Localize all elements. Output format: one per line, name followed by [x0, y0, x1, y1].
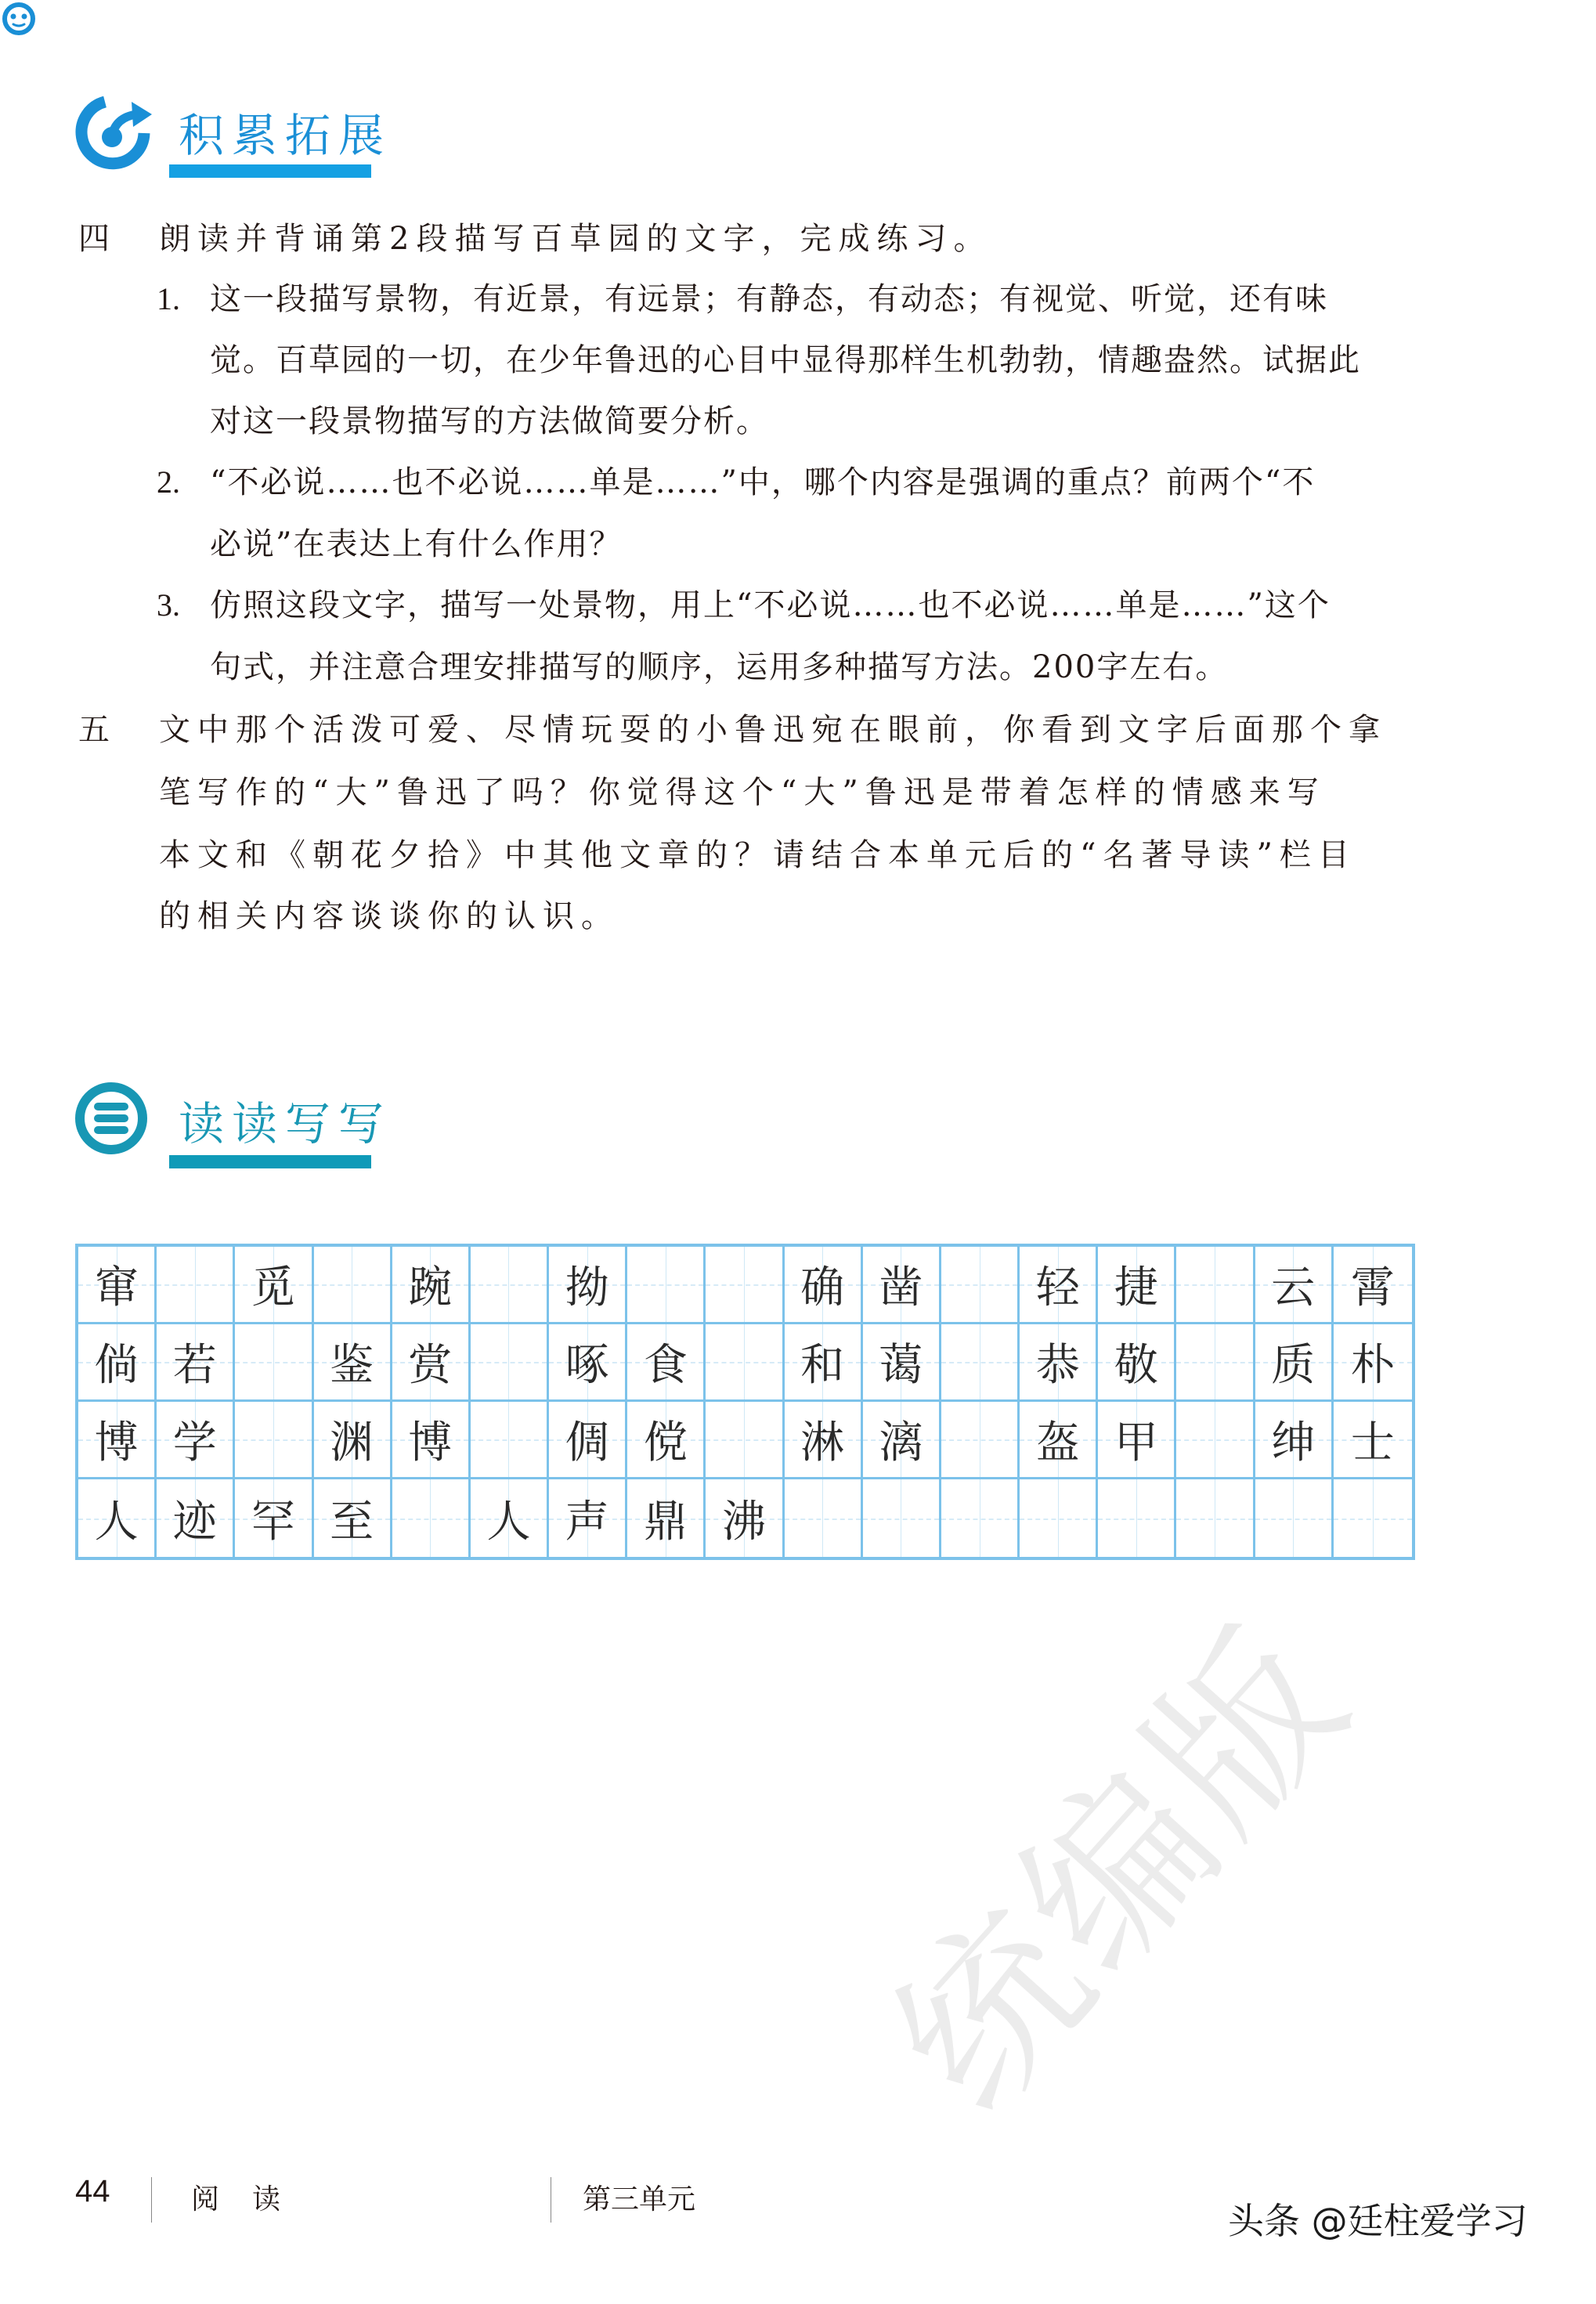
grid-character: 至: [330, 1496, 374, 1547]
smiley-icon: [2, 2, 36, 36]
grid-cell: [1255, 1324, 1334, 1402]
grid-character: 食: [643, 1340, 688, 1391]
exercise-prompt: 文中那个活泼可爱、尽情玩耍的小鲁迅宛在眼前，你看到文字后面那个拿: [159, 712, 1387, 748]
grid-cell: [1020, 1324, 1098, 1402]
vocab-grid: [75, 1244, 1415, 1560]
footer-divider: [151, 2177, 152, 2223]
grid-character: 啄: [565, 1340, 609, 1391]
grid-cell: [627, 1247, 706, 1324]
watermark: 统编版: [856, 1589, 1389, 2149]
grid-character: 人: [486, 1496, 531, 1547]
grid-cell: [549, 1324, 627, 1402]
sub-item-text: “不必说……也不必说……单是……”中，哪个内容是强调的重点？前两个“不: [210, 464, 1316, 500]
grid-cell: [941, 1324, 1020, 1402]
grid-cell: [1334, 1402, 1412, 1479]
grid-cell: [706, 1402, 784, 1479]
sub-item-text: 觉。百草园的一切，在少年鲁迅的心目中显得那样生机勃勃，情趣盎然。试据此: [210, 342, 1361, 378]
grid-cell: [706, 1479, 784, 1557]
grid-cell: [785, 1402, 863, 1479]
section-header-read-write: [75, 1081, 467, 1190]
sub-item-number: 2.: [157, 464, 180, 500]
grid-cell: [1098, 1247, 1176, 1324]
grid-cell: [235, 1402, 313, 1479]
grid-cell: [1334, 1324, 1412, 1402]
grid-character: 士: [1350, 1417, 1395, 1468]
grid-character: 和: [800, 1340, 845, 1391]
grid-character: 盔: [1035, 1417, 1080, 1468]
footer-unit-label: 第三单元: [583, 2183, 696, 2215]
grid-character: 罕: [251, 1496, 295, 1547]
footer-section-label: 阅 读: [191, 2183, 294, 2215]
sub-item-number: 3.: [157, 587, 180, 623]
grid-cell: [157, 1402, 235, 1479]
grid-character: 恭: [1035, 1340, 1080, 1391]
grid-character: 云: [1271, 1262, 1316, 1313]
grid-cell: [471, 1479, 549, 1557]
grid-cell: [941, 1247, 1020, 1324]
grid-cell: [627, 1479, 706, 1557]
grid-character: 霄: [1350, 1262, 1395, 1313]
grid-cell: [785, 1247, 863, 1324]
grid-character: 声: [565, 1496, 609, 1547]
exercise-prompt: 朗读并背诵第2段描写百草园的文字，完成练习。: [159, 221, 992, 257]
grid-cell: [314, 1402, 392, 1479]
grid-character: 捷: [1114, 1262, 1158, 1313]
grid-character: 觅: [251, 1262, 295, 1313]
grid-character: 窜: [94, 1262, 139, 1313]
grid-cell: [627, 1402, 706, 1479]
grid-character: 漓: [879, 1417, 923, 1468]
section-title: 积累拓展: [179, 109, 392, 162]
grid-character: 确: [800, 1262, 845, 1313]
sub-item-text: 仿照这段文字，描写一处景物，用上“不必说……也不必说……单是……”这个: [210, 587, 1331, 623]
grid-cell: [392, 1479, 471, 1557]
grid-character: 质: [1271, 1340, 1316, 1391]
grid-cell: [157, 1247, 235, 1324]
grid-character: 轻: [1035, 1262, 1080, 1313]
page-number: 44: [75, 2174, 110, 2208]
grid-character: 甲: [1114, 1417, 1158, 1468]
grid-cell: [863, 1324, 941, 1402]
sub-item-number: 1.: [157, 281, 180, 316]
grid-cell: [1098, 1402, 1176, 1479]
grid-cell: [235, 1479, 313, 1557]
grid-character: 蔼: [879, 1340, 923, 1391]
grid-cell: [314, 1479, 392, 1557]
exercise-prompt: 本文和《朝花夕拾》中其他文章的？请结合本单元后的“名著导读”栏目: [159, 837, 1356, 873]
grid-cell: [314, 1247, 392, 1324]
grid-cell: [1098, 1324, 1176, 1402]
grid-cell: [471, 1324, 549, 1402]
grid-character: 博: [94, 1417, 139, 1468]
grid-character: 迹: [172, 1496, 217, 1547]
grid-character: 绅: [1271, 1417, 1316, 1468]
grid-cell: [78, 1324, 157, 1402]
grid-character: 朴: [1350, 1340, 1395, 1391]
grid-cell: [863, 1402, 941, 1479]
grid-character: 渊: [330, 1417, 374, 1468]
grid-character: 倘: [94, 1340, 139, 1391]
grid-character: 淋: [800, 1417, 845, 1468]
circular-arrow-icon: [75, 92, 153, 171]
watermark-credit: 头条 @廷柱爱学习: [1228, 2200, 1528, 2242]
grid-character: 敬: [1114, 1340, 1158, 1391]
grid-character: 学: [172, 1417, 217, 1468]
grid-character: 赏: [408, 1340, 453, 1391]
section-header-accumulate: [75, 92, 467, 202]
grid-cell: [863, 1247, 941, 1324]
grid-cell: [941, 1402, 1020, 1479]
grid-character: 鼎: [643, 1496, 688, 1547]
grid-cell: [1176, 1402, 1255, 1479]
grid-cell: [235, 1247, 313, 1324]
grid-cell: [549, 1247, 627, 1324]
grid-character: 鉴: [330, 1340, 374, 1391]
grid-cell: [78, 1247, 157, 1324]
grid-cell: [1176, 1479, 1255, 1557]
grid-cell: [1020, 1247, 1098, 1324]
exercise-number: 五: [78, 712, 110, 748]
three-lines-icon: [75, 1081, 153, 1159]
grid-cell: [549, 1402, 627, 1479]
sub-item-text: 必说”在表达上有什么作用？: [210, 526, 623, 562]
grid-character: 傥: [643, 1417, 688, 1468]
section-title: 读读写写: [179, 1097, 392, 1150]
grid-cell: [78, 1402, 157, 1479]
exercise-number: 四: [78, 221, 110, 257]
grid-character: 人: [94, 1496, 139, 1547]
grid-cell: [706, 1324, 784, 1402]
grid-cell: [314, 1324, 392, 1402]
grid-cell: [1255, 1479, 1334, 1557]
grid-cell: [78, 1479, 157, 1557]
grid-cell: [392, 1324, 471, 1402]
grid-cell: [1334, 1479, 1412, 1557]
grid-cell: [392, 1402, 471, 1479]
exercise-prompt: 的相关内容谈谈你的认识。: [159, 898, 619, 934]
grid-character: 踠: [408, 1262, 453, 1313]
grid-cell: [1176, 1324, 1255, 1402]
grid-character: 若: [172, 1340, 217, 1391]
grid-character: 拗: [565, 1262, 609, 1313]
grid-cell: [863, 1479, 941, 1557]
sub-item-text: 这一段描写景物，有近景，有远景；有静态，有动态；有视觉、听觉，还有味: [210, 281, 1328, 317]
grid-cell: [549, 1479, 627, 1557]
sub-item-text: 句式，并注意合理安排描写的顺序，运用多种描写方法。200字左右。: [210, 649, 1229, 685]
grid-cell: [627, 1324, 706, 1402]
grid-cell: [235, 1324, 313, 1402]
grid-cell: [471, 1402, 549, 1479]
grid-character: 凿: [879, 1262, 923, 1313]
grid-cell: [1098, 1479, 1176, 1557]
grid-cell: [392, 1247, 471, 1324]
grid-cell: [785, 1479, 863, 1557]
grid-character: 倜: [565, 1417, 609, 1468]
sub-item-text: 对这一段景物描写的方法做简要分析。: [210, 403, 769, 439]
grid-cell: [1255, 1247, 1334, 1324]
grid-cell: [157, 1324, 235, 1402]
grid-cell: [941, 1479, 1020, 1557]
title-underline: [169, 1155, 371, 1168]
exercise-prompt: 笔写作的“大”鲁迅了吗？你觉得这个“大”鲁迅是带着怎样的情感来写: [159, 775, 1326, 811]
grid-cell: [1020, 1479, 1098, 1557]
grid-cell: [1334, 1247, 1412, 1324]
grid-character: 博: [408, 1417, 453, 1468]
grid-cell: [157, 1479, 235, 1557]
grid-cell: [785, 1324, 863, 1402]
grid-cell: [706, 1247, 784, 1324]
grid-character: 沸: [721, 1496, 766, 1547]
grid-cell: [471, 1247, 549, 1324]
grid-cell: [1020, 1402, 1098, 1479]
grid-cell: [1176, 1247, 1255, 1324]
grid-cell: [1255, 1402, 1334, 1479]
title-underline: [169, 164, 371, 178]
